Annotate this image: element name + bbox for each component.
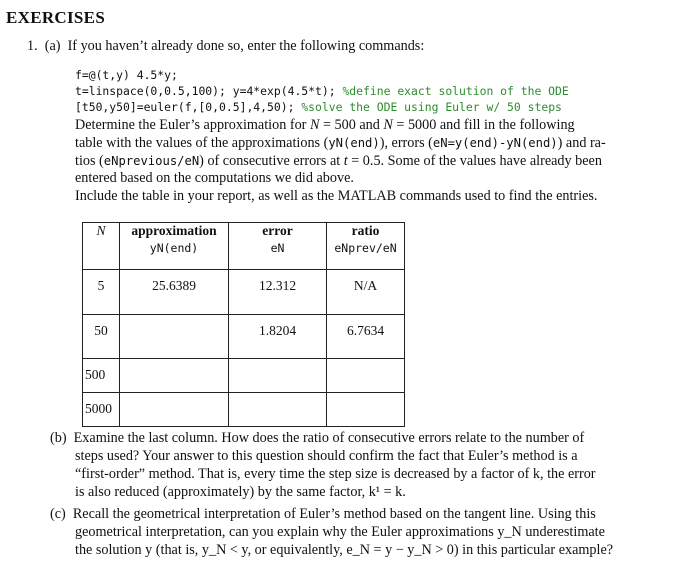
math-t: t [343,153,348,169]
table-row [83,270,405,315]
part-c-line-2: geometrical interpretation, can you explain why the Euler approximations y_N underestimate [75,524,605,540]
part-b-line-3: “first-order” method. That is, every time the step size is decreased by a factor of k, the error [75,466,596,482]
part-b-label: (b) [50,430,67,446]
cell-approximation [120,315,229,359]
cell-n: 5 [83,270,120,315]
code-comment: %define exact solution of the ODE [342,84,569,98]
part-a-intro-text: If you haven’t already done so, enter the following commands: [67,38,425,54]
header-title: approximation [131,223,217,238]
header-approximation [120,223,229,270]
part-b-line-2: steps used? Your answer to this question should confirm the fact that Euler’s method is a [75,448,578,464]
code-text: [t50,y50]=euler(f,[0,0.5],4,50); [75,100,302,114]
table-header-row [83,223,405,270]
math-N: N [383,117,393,133]
cell-ratio [327,359,405,393]
code-text: f=@(t,y) 4.5*y; [75,68,178,82]
text: ) of consecutive errors at [199,153,344,169]
cell-approximation: 25.6389 [120,270,229,315]
header-ratio [327,223,405,270]
section-heading: EXERCISES [6,8,106,27]
header-title: error [262,223,293,238]
math-N: N [309,117,320,133]
para-a-line-5: Include the table in your report, as well as the MATLAB commands used to find the entries. [75,188,598,204]
para-a-line-2 [75,135,606,152]
header-title: N [96,223,106,238]
cell-approximation [120,393,229,427]
code-comment: %solve the ODE using Euler w/ 50 steps [301,100,562,114]
part-a-label: (a) [44,38,61,54]
cell-ratio: 6.7634 [327,315,405,359]
code-line-2 [75,84,569,98]
code-line-3 [75,100,562,114]
cell-error [229,393,327,427]
cell-error: 1.8204 [229,315,327,359]
text: table with the values of the approximations ( [75,135,329,151]
cell-n: 500 [83,359,120,393]
part-c-text: Recall the geometrical interpretation of Euler’s method based on the tangent line. Using this [72,506,596,522]
code-inline: eN=y(end)-yN(end) [432,136,558,150]
cell-error: 12.312 [229,270,327,315]
table-row [83,393,405,427]
part-b-line-1 [50,430,584,447]
header-error [229,223,327,270]
header-sub: yN(end) [149,241,199,255]
text: = 500 and [319,117,384,133]
cell-approximation [120,359,229,393]
part-b-text: Examine the last column. How does the ratio of consecutive errors relate to the number of [73,430,585,446]
text: = 0.5. Some of the values have already been [347,153,602,169]
part-c-line-1 [50,506,596,523]
header-sub: eN [270,241,285,255]
code-text: t=linspace(0,0.5,100); y=4*exp(4.5*t); [75,84,343,98]
part-c-line-3: the solution y (that is, y_N < y, or equivalently, e_N = y − y_N > 0) in this particular example? [75,542,614,558]
problem-number: 1. [27,38,38,54]
code-inline: yN(end) [328,136,380,150]
problem-1a-intro [27,38,424,55]
cell-ratio [327,393,405,427]
header-title: ratio [351,223,380,238]
part-b-line-4: is also reduced (approximately) by the same factor, k¹ = k. [75,484,406,500]
code-line-1 [75,68,178,82]
text: tios ( [75,153,104,169]
text: Determine the Euler’s approximation for [75,117,310,133]
text: = 5000 and fill in the following [392,117,575,133]
cell-n: 5000 [83,393,120,427]
cell-error [229,359,327,393]
table-row [83,315,405,359]
cell-n: 50 [83,315,120,359]
results-table [82,222,405,427]
header-n [83,223,120,270]
code-inline: eNprevious/eN [103,154,200,168]
cell-ratio: N/A [327,270,405,315]
para-a-line-1 [75,117,575,134]
para-a-line-3 [75,153,602,170]
text: ), errors ( [379,135,433,151]
para-a-line-4: entered based on the computations we did above. [75,170,354,186]
text: ) and ra- [557,135,606,151]
part-c-label: (c) [50,506,66,522]
table-row [83,359,405,393]
header-sub: eNprev/eN [334,241,397,255]
